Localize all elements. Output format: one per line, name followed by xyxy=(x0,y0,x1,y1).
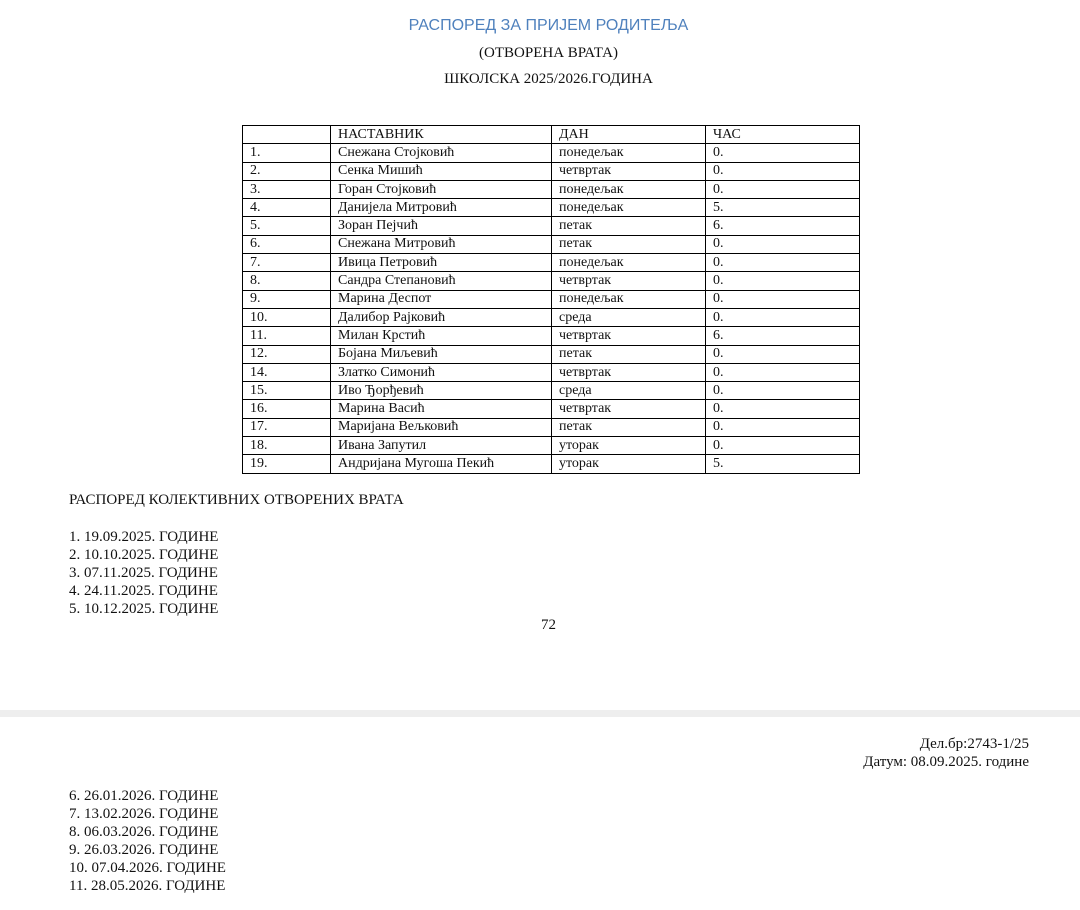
collective-date-item: 5. 10.12.2025. ГОДИНЕ xyxy=(69,601,219,617)
collective-date-item: 7. 13.02.2026. ГОДИНЕ xyxy=(69,806,219,822)
period: 0. xyxy=(706,180,860,198)
teacher-name: Андријана Мугоша Пекић xyxy=(331,455,552,473)
day: понедељак xyxy=(552,199,706,217)
header-period: ЧАС xyxy=(706,126,860,144)
collective-dates-list-2 xyxy=(69,787,226,895)
collective-dates-list-1 xyxy=(69,528,218,618)
collective-heading: РАСПОРЕД КОЛЕКТИВНИХ ОТВОРЕНИХ ВРАТА xyxy=(69,492,404,508)
collective-date-item: 11. 28.05.2026. ГОДИНЕ xyxy=(69,878,226,894)
row-number: 6. xyxy=(243,235,331,253)
document-subtitle: (ОТВОРЕНА ВРАТА) xyxy=(479,45,618,61)
period: 0. xyxy=(706,162,860,180)
row-number: 18. xyxy=(243,437,331,455)
teacher-name: Сенка Мишић xyxy=(331,162,552,180)
teacher-name: Снежана Митровић xyxy=(331,235,552,253)
table-row xyxy=(243,455,860,473)
row-number: 3. xyxy=(243,180,331,198)
table-row xyxy=(243,308,860,326)
period: 5. xyxy=(706,455,860,473)
row-number: 4. xyxy=(243,199,331,217)
period: 0. xyxy=(706,363,860,381)
row-number: 16. xyxy=(243,400,331,418)
day: петак xyxy=(552,217,706,235)
teacher-name: Данијела Митровић xyxy=(331,199,552,217)
collective-date-item: 9. 26.03.2026. ГОДИНЕ xyxy=(69,842,219,858)
row-number: 9. xyxy=(243,290,331,308)
reference-date: Датум: 08.09.2025. године xyxy=(863,754,1029,770)
day: четвртак xyxy=(552,363,706,381)
table-row xyxy=(243,144,860,162)
teacher-name: Марина Деспот xyxy=(331,290,552,308)
teacher-name: Маријана Вељковић xyxy=(331,418,552,436)
day: понедељак xyxy=(552,254,706,272)
table-row xyxy=(243,199,860,217)
document-title: РАСПОРЕД ЗА ПРИЈЕМ РОДИТЕЉА xyxy=(408,17,689,34)
row-number: 15. xyxy=(243,382,331,400)
day: среда xyxy=(552,308,706,326)
teacher-name: Сандра Степановић xyxy=(331,272,552,290)
teacher-name: Горан Стојковић xyxy=(331,180,552,198)
table-row xyxy=(243,382,860,400)
row-number: 17. xyxy=(243,418,331,436)
table-row xyxy=(243,235,860,253)
row-number: 8. xyxy=(243,272,331,290)
teacher-name: Зоран Пејчић xyxy=(331,217,552,235)
table-row xyxy=(243,217,860,235)
teacher-name: Ивица Петровић xyxy=(331,254,552,272)
day: четвртак xyxy=(552,272,706,290)
day: понедељак xyxy=(552,180,706,198)
school-year: ШКОЛСКА 2025/2026.ГОДИНА xyxy=(444,71,653,87)
collective-date-item: 4. 24.11.2025. ГОДИНЕ xyxy=(69,583,218,599)
header-number xyxy=(243,126,331,144)
table-row xyxy=(243,437,860,455)
row-number: 12. xyxy=(243,345,331,363)
table-row xyxy=(243,400,860,418)
period: 0. xyxy=(706,345,860,363)
day: четвртак xyxy=(552,327,706,345)
collective-date-item: 10. 07.04.2026. ГОДИНЕ xyxy=(69,860,226,876)
teacher-name: Марина Васић xyxy=(331,400,552,418)
document-page-2 xyxy=(0,717,1080,910)
table-row xyxy=(243,254,860,272)
table-row xyxy=(243,180,860,198)
row-number: 14. xyxy=(243,363,331,381)
collective-date-item: 6. 26.01.2026. ГОДИНЕ xyxy=(69,788,219,804)
schedule-table xyxy=(242,125,860,474)
teacher-name: Иво Ђорђевић xyxy=(331,382,552,400)
reference-block xyxy=(863,735,1029,771)
row-number: 5. xyxy=(243,217,331,235)
teacher-name: Снежана Стојковић xyxy=(331,144,552,162)
day: петак xyxy=(552,235,706,253)
period: 0. xyxy=(706,235,860,253)
period: 0. xyxy=(706,308,860,326)
header-day: ДАН xyxy=(552,126,706,144)
period: 5. xyxy=(706,199,860,217)
day: петак xyxy=(552,418,706,436)
row-number: 7. xyxy=(243,254,331,272)
day: уторак xyxy=(552,455,706,473)
row-number: 10. xyxy=(243,308,331,326)
period: 0. xyxy=(706,290,860,308)
period: 0. xyxy=(706,254,860,272)
day: понедељак xyxy=(552,144,706,162)
row-number: 11. xyxy=(243,327,331,345)
teacher-name: Ивана Запутил xyxy=(331,437,552,455)
day: петак xyxy=(552,345,706,363)
reference-number: Дел.бр:2743-1/25 xyxy=(919,736,1029,752)
day: четвртак xyxy=(552,162,706,180)
teacher-name: Далибор Рајковић xyxy=(331,308,552,326)
period: 6. xyxy=(706,327,860,345)
table-row xyxy=(243,290,860,308)
period: 0. xyxy=(706,272,860,290)
page-separator xyxy=(0,710,1080,717)
period: 0. xyxy=(706,400,860,418)
teacher-name: Златко Симонић xyxy=(331,363,552,381)
period: 0. xyxy=(706,437,860,455)
period: 0. xyxy=(706,418,860,436)
period: 0. xyxy=(706,144,860,162)
table-row xyxy=(243,272,860,290)
table-row xyxy=(243,327,860,345)
teacher-name: Бојана Миљевић xyxy=(331,345,552,363)
teacher-name: Милан Крстић xyxy=(331,327,552,345)
table-row xyxy=(243,345,860,363)
page-number: 72 xyxy=(541,617,556,633)
period: 0. xyxy=(706,382,860,400)
row-number: 1. xyxy=(243,144,331,162)
collective-date-item: 3. 07.11.2025. ГОДИНЕ xyxy=(69,565,218,581)
collective-date-item: 2. 10.10.2025. ГОДИНЕ xyxy=(69,547,219,563)
day: уторак xyxy=(552,437,706,455)
collective-date-item: 8. 06.03.2026. ГОДИНЕ xyxy=(69,824,219,840)
day: понедељак xyxy=(552,290,706,308)
table-row xyxy=(243,162,860,180)
collective-date-item: 1. 19.09.2025. ГОДИНЕ xyxy=(69,529,219,545)
header-teacher: НАСТАВНИК xyxy=(331,126,552,144)
day: четвртак xyxy=(552,400,706,418)
row-number: 19. xyxy=(243,455,331,473)
day: среда xyxy=(552,382,706,400)
period: 6. xyxy=(706,217,860,235)
table-header-row xyxy=(243,126,860,144)
table-row xyxy=(243,363,860,381)
table-row xyxy=(243,418,860,436)
row-number: 2. xyxy=(243,162,331,180)
